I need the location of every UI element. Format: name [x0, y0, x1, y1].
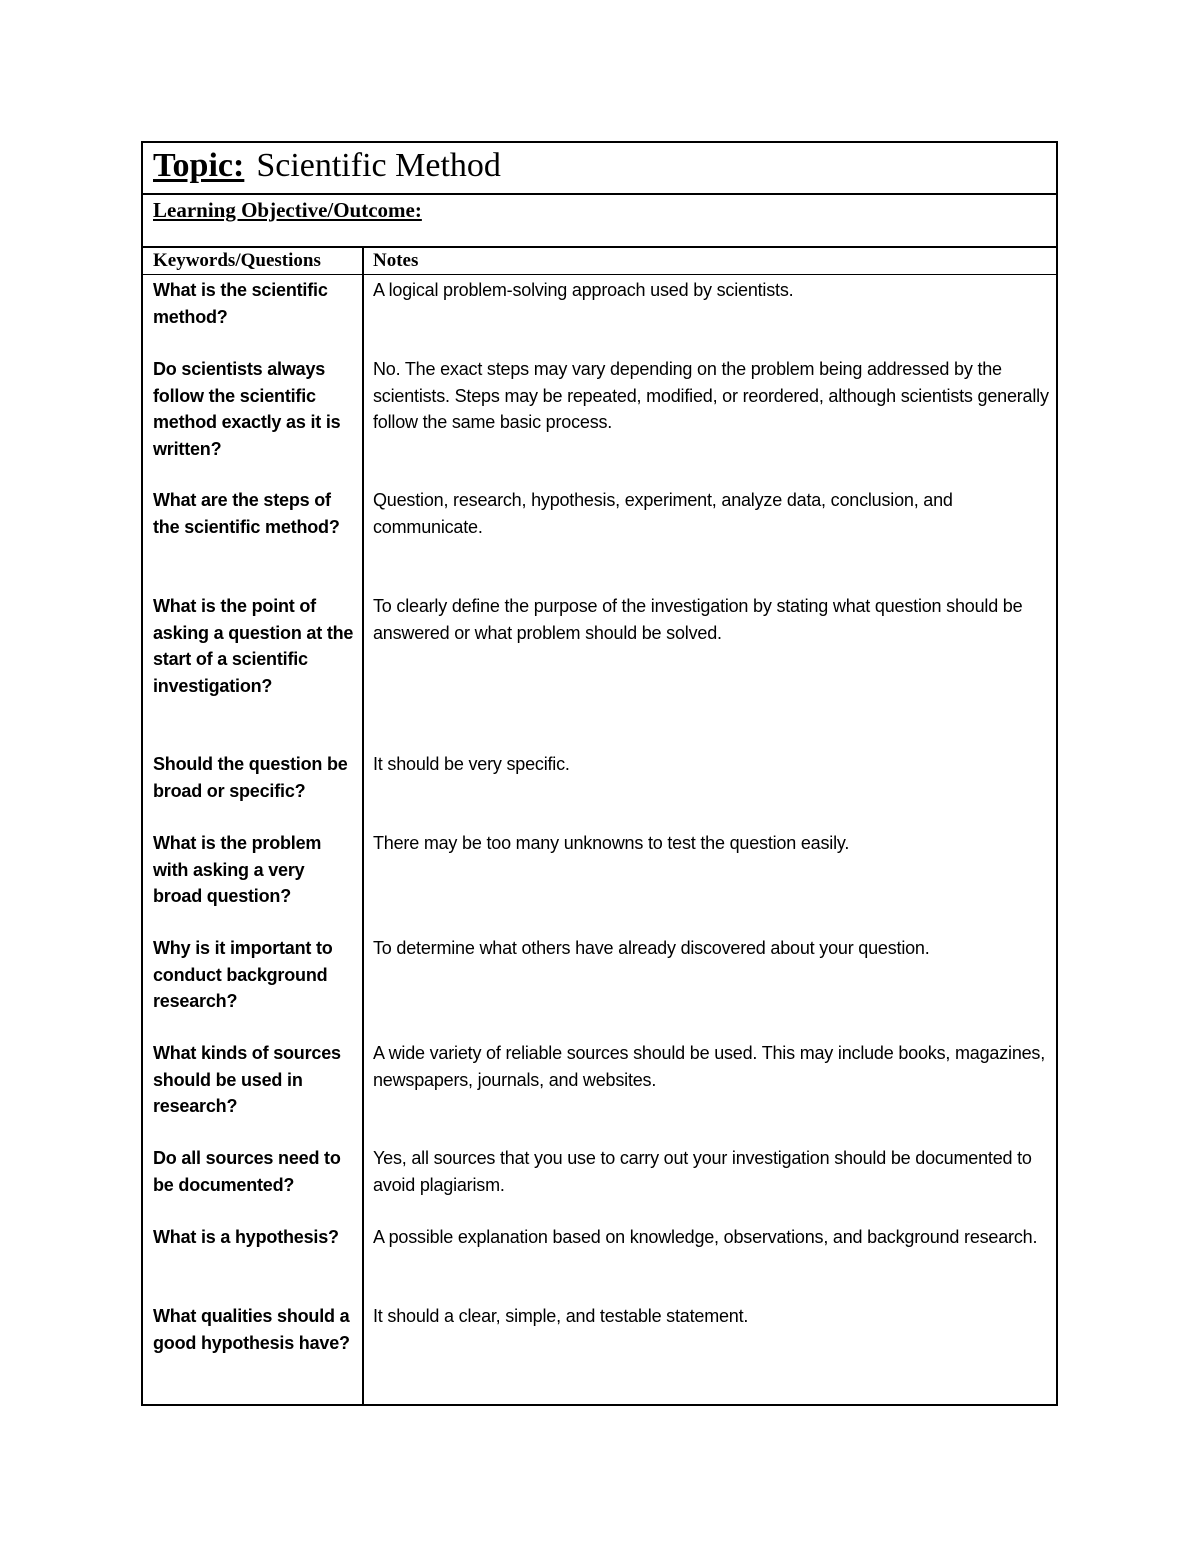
question-cell: Should the question be broad or specific? [153, 754, 348, 801]
note-cell: To clearly define the purpose of the investigation by stating what question should be answered or what problem should be solved. [373, 596, 1023, 643]
topic-label: Topic: [153, 147, 245, 184]
question-cell: What kinds of sources should be used in research? [153, 1043, 341, 1116]
learning-objective-label: Learning Objective/Outcome: [153, 198, 422, 222]
question-cell: What is a hypothesis? [153, 1227, 339, 1247]
note-cell: No. The exact steps may vary depending on the problem being addressed by the scientists. Steps may be repeated, modified, or reordered, although scientists generally follow the same basic process. [373, 359, 1049, 432]
question-cell: Do all sources need to be documented? [153, 1148, 341, 1195]
note-cell: A logical problem-solving approach used by scientists. [373, 280, 794, 300]
keywords-column-header: Keywords/Questions [153, 250, 321, 271]
topic-row [143, 143, 1056, 195]
question-cell: Do scientists always follow the scientific method exactly as it is written? [153, 359, 341, 459]
question-cell: What are the steps of the scientific method? [153, 490, 340, 537]
note-cell: Question, research, hypothesis, experiment, analyze data, conclusion, and communicate. [373, 490, 953, 537]
column-header-row [143, 248, 1056, 275]
question-cell: Why is it important to conduct background research? [153, 938, 333, 1011]
question-cell: What is the point of asking a question at the start of a scientific investigation? [153, 596, 354, 696]
question-cell: What is the scientific method? [153, 280, 328, 327]
question-cell: What qualities should a good hypothesis have? [153, 1306, 350, 1353]
question-cell: What is the problem with asking a very broad question? [153, 833, 322, 906]
topic-value: Scientific Method [256, 147, 501, 184]
learning-objective-row [143, 195, 1056, 248]
notes-column-header: Notes [373, 250, 419, 271]
note-cell: To determine what others have already discovered about your question. [373, 938, 930, 958]
note-cell: It should a clear, simple, and testable statement. [373, 1306, 749, 1326]
note-cell: It should be very specific. [373, 754, 570, 774]
note-cell: A wide variety of reliable sources should be used. This may include books, magazines, newspapers, journals, and websites. [373, 1043, 1046, 1090]
column-divider [362, 248, 364, 1404]
note-cell: Yes, all sources that you use to carry out your investigation should be documented to avoid plagiarism. [373, 1148, 1032, 1195]
cornell-notes-sheet [141, 141, 1058, 1406]
note-cell: A possible explanation based on knowledge, observations, and background research. [373, 1227, 1038, 1247]
note-cell: There may be too many unknowns to test the question easily. [373, 833, 850, 853]
